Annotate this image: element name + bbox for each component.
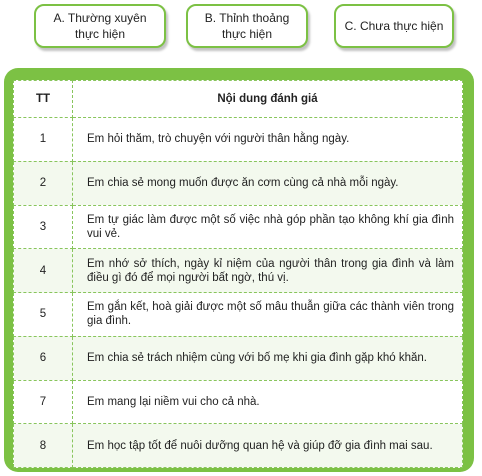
row-number: 4 [14,249,73,293]
row-number: 8 [14,424,73,468]
row-content: Em học tập tốt để nuôi dưỡng quan hệ và giúp đỡ gia đình mai sau. [73,424,463,468]
table-frame [4,68,474,472]
table-header-row [14,81,463,118]
row-content: Em tự giác làm được một số việc nhà góp phần tạo không khí gia đình vui vẻ. [73,205,463,249]
row-content: Em chia sẻ trách nhiệm cùng với bố mẹ khi gia đình gặp khó khăn. [73,336,463,380]
option-a-line2: thực hiện [74,27,126,41]
row-number: 6 [14,336,73,380]
table-row [14,424,463,468]
rating-options [0,0,482,54]
option-b-box [186,4,308,48]
row-content: Em nhớ sở thích, ngày kỉ niệm của người thân trong gia đình và làm điều gì đó để mọi người bất ngờ, thú vị. [73,249,463,293]
row-number: 1 [14,118,73,162]
header-tt: TT [14,81,73,118]
table-row [14,336,463,380]
row-number: 3 [14,205,73,249]
option-c-box [334,4,454,48]
option-b-line2: thực hiện [221,27,273,41]
table-row [14,118,463,162]
row-number: 7 [14,380,73,424]
row-content: Em chia sẻ mong muốn được ăn cơm cùng cả nhà mỗi ngày. [73,161,463,205]
row-content: Em hỏi thăm, trò chuyện với người thân hằng ngày. [73,118,463,162]
header-content: Nội dung đánh giá [73,81,463,118]
option-b-line1: B. Thỉnh thoảng [204,11,290,25]
assessment-table [13,80,463,468]
table-container [13,80,463,464]
row-number: 2 [14,161,73,205]
option-a-box [34,4,166,48]
table-row [14,249,463,293]
table-row [14,161,463,205]
row-content: Em mang lại niềm vui cho cả nhà. [73,380,463,424]
row-content: Em gắn kết, hoà giải được một số mâu thuẫn giữa các thành viên trong gia đình. [73,293,463,337]
table-row [14,380,463,424]
table-row [14,293,463,337]
option-a-line1: A. Thường xuyên [53,11,147,25]
option-c-line1: C. Chưa thực hiện [344,19,444,33]
row-number: 5 [14,293,73,337]
table-row [14,205,463,249]
